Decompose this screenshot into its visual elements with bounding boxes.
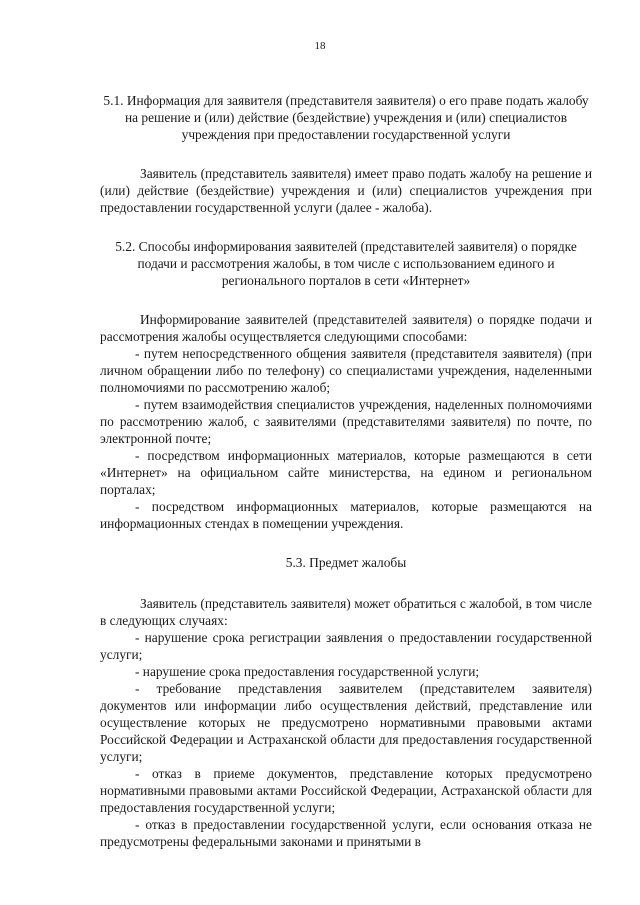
page-number: 18 [314,40,326,52]
section-5-2-intro: Информирование заявителей (представителей заявителя) о порядке подачи и рассмотрения жалобы осуществляется следующими способами: [100,312,592,344]
section-5-2-item: - путем взаимодействия специалистов учреждения, наделенных полномочиями по рассмотрению жалоб, с заявителями (представителями заявителя) по почте, по электронной почте; [100,397,592,446]
section-5-2 [100,238,592,532]
section-5-1-paragraph: Заявитель (представитель заявителя) имеет право подать жалобу на решение и (или) действие (бездействие) учреждения и (или) специалистов учреждения при предоставлении государственной услуги (далее - жалоба). [100,166,592,215]
section-5-3-item: - отказ в предоставлении государственной услуги, если основания отказа не предусмотрены федеральными законами и принятыми в [100,817,592,849]
document-body [100,92,592,850]
section-5-3-item: - нарушение срока предоставления государственной услуги; [135,664,480,679]
section-5-3-intro: Заявитель (представитель заявителя) может обратиться с жалобой, в том числе в следующих случаях: [100,596,592,628]
section-5-3-heading: 5.3. Предмет жалобы [285,555,407,570]
section-5-2-item: - посредством информационных материалов, которые размещаются на информационных стендах в помещении учреждения. [100,499,592,531]
section-5-3-item: - требование представления заявителем (представителем заявителя) документов или информации либо осуществления действий, представление или осуществление которых не предусмотрено нормативными правовыми актами Российской Федерации и Астраханской области для предоставления государственной услуги; [100,681,592,764]
section-5-2-item: - путем непосредственного общения заявителя (представителя заявителя) (при личном обращении либо по телефону) со специалистами учреждения, наделенными полномочиями по рассмотрению жалоб; [100,346,592,395]
section-5-1-heading: 5.1. Информация для заявителя (представителя заявителя) о его праве подать жалобу на решение и (или) действие (бездействие) учреждения и (или) специалистов учреждения при предоставлении государственной услуги [103,93,589,142]
section-5-1 [100,92,592,216]
section-5-2-item: - посредством информационных материалов, которые размещаются в сети «Интернет» на официальном сайте министерства, на едином и региональном порталах; [100,448,592,497]
section-5-3-item: - нарушение срока регистрации заявления о предоставлении государственной услуги; [100,630,592,662]
section-5-3 [100,554,592,850]
section-5-3-item: - отказ в приеме документов, представление которых предусмотрено нормативными правовыми актами Российской Федерации, Астраханской области для предоставления государственной услуги; [100,766,592,815]
section-5-2-heading: 5.2. Способы информирования заявителей (представителей заявителя) о порядке подачи и рассмотрения жалобы, в том числе с использованием единого и регионального порталов в сети «Интернет» [115,239,577,288]
